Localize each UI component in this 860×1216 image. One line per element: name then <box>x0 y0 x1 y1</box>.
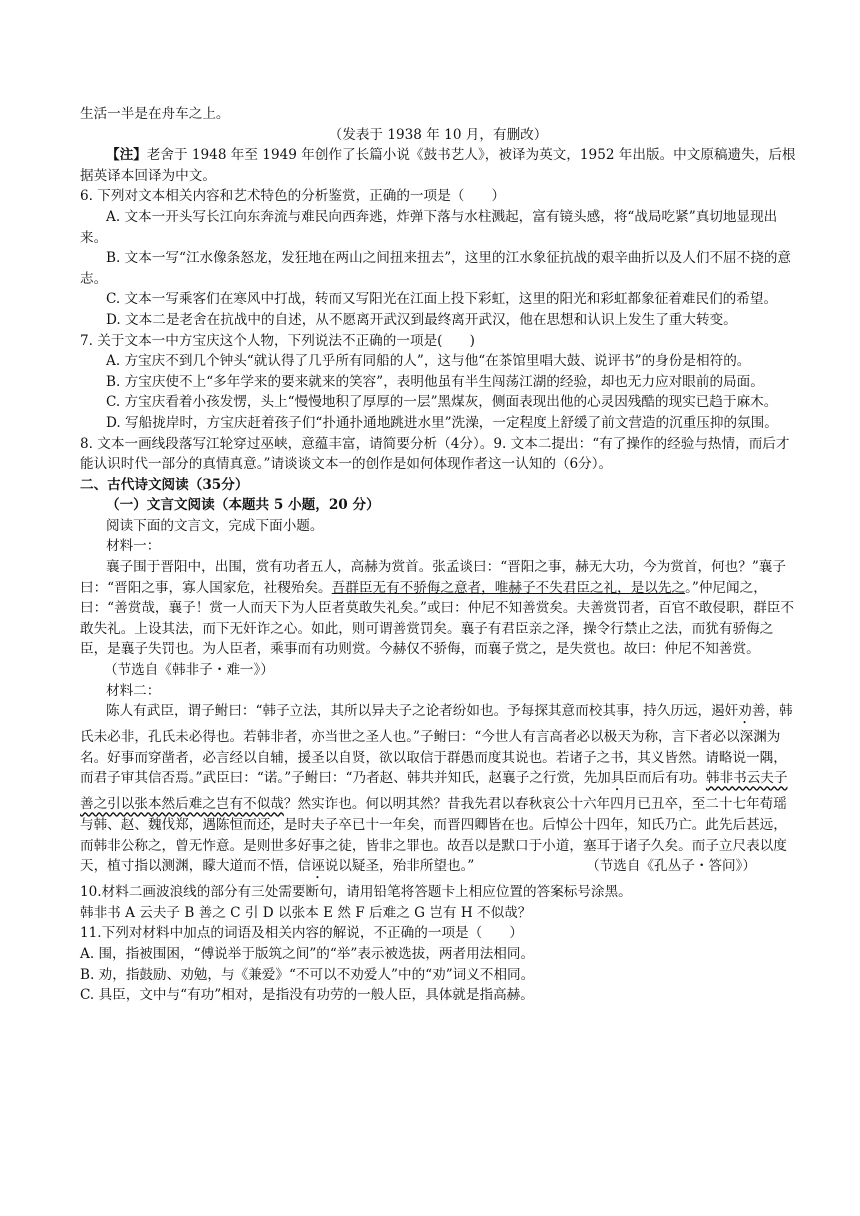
m1-text-part: 。”仲尼闻之，曰：“善赏哉，襄子！赏一人而天下为人臣者莫敢失礼矣。”或曰：仲尼不知善赏矣。夫善赏罚者，百官不敢侵职，群臣不敢失礼。上设其法，而下无奸诈之心。如此，则可谓善赏罚矣。襄子有君臣亲之泽，操令行禁止之法，而犹有骄侮之臣，是襄子失罚也。为人臣者，乘事而有功则赏。今赫仅不骄侮，而襄子赏之，是失赏也。故曰：仲尼不知善赏。 <box>80 579 794 658</box>
q7-option-a: A. 方宝庆不到几个钟头“就认得了几乎所有同船的人”，这与他“在茶馆里唱大鼓、说评书”的身份是相符的。 <box>106 353 751 370</box>
m2-text-part: 陈人有武臣，谓子鲋曰：“韩子立法，其所以异夫子之论者纷如也。予每探其意而校其事，持久历远，遏奸 <box>106 703 739 720</box>
m2-wavy-underlined-sentence: 韩非书云夫子善之引以张本然后难之岂有不似哉 <box>80 770 788 813</box>
q6-option-b: B. 文本一写“江水像条怒龙，发狂地在两山之间扭来扭去”，这里的江水象征抗战的艰辛曲折以及人们不屈不挠的意志。 <box>80 250 792 287</box>
q6-option-c: C. 文本一写乘客们在寒风中打战，转而又写阳光在江面上投下彩虹，这里的阳光和彩虹都象征着难民们的希望。 <box>106 291 778 308</box>
dotted-word-wu: 诬 <box>311 858 325 875</box>
material-2-text <box>80 701 796 882</box>
publication-note: （发表于 1938 年 10 月，有删改） <box>328 126 548 143</box>
section-2-heading: 二、古代诗文阅读（35分） <box>80 476 249 493</box>
m2-text-part: 善，韩氏未必非，孔氏未必得也。若韩非者，亦当世之圣人也。”子鲋曰：“今世人有言高者必以极天为称，言下者必以深渊为名。好事而穿凿者，必言经以自辅，援圣以自贤，欲以取信于群愚而度其说也。若诸子之书，其义皆然。请略说一隅，而君子审其信否焉。”武臣曰：“诺。”子鲋曰：“乃者赵、韩共并知氏，赵襄子之行赏，先加 <box>80 703 793 787</box>
question-10-options: 韩非书 A 云夫子 B 善之 C 引 D 以张本 E 然 F 后难之 G 岂有 H 不似哉？ <box>80 904 532 921</box>
material-1-source: （节选自《韩非子・难一》） <box>104 662 274 679</box>
question-8-9: 8. 文本一画线段落写江轮穿过巫峡，意蕴丰富，请简要分析（4分）。9. 文本二提出：“有了操作的经验与热情，而后才能认识时代一部分的真情真意。”请谈谈文本一的创作是如何体现作者这一认知的（6分）。 <box>80 435 790 473</box>
m1-text-part: 襄子围于晋阳中，出围，赏有功者五人，高赫为赏首。张孟谈曰：“晋阳之事，赫无大功，今为赏首，何也？”襄子曰：“晋阳之事，寡人国家危，社稷殆矣。 <box>80 559 786 596</box>
material-1-text <box>80 557 796 681</box>
question-10-stem: 10.材料二画波浪线的部分有三处需要断句，请用铅笔将答题卡上相应位置的答案标号涂黑。 <box>80 884 632 901</box>
annotation-note <box>80 145 796 186</box>
q7-option-d: D. 写船拢岸时，方宝庆赶着孩子们“扑通扑通地跳进水里”洗澡，一定程度上舒缓了前文营造的沉重压抑的氛围。 <box>106 414 778 431</box>
question-7-stem: 7. 关于文本一中方宝庆这个人物，下列说法不正确的一项是( ) <box>80 332 475 349</box>
reading-instruction: 阅读下面的文言文，完成下面小题。 <box>106 517 324 534</box>
m2-text-part: 臣而后有功。 <box>624 770 706 787</box>
note-label: 【注】 <box>106 147 147 164</box>
question-6-stem: 6. 下列对文本相关内容和艺术特色的分析鉴赏，正确的一项是（ ） <box>80 188 506 205</box>
q6-option-d: D. 文本二是老舍在抗战中的自述，从不愿离开武汉到最终离开武汉，他在思想和认识上发生了重大转变。 <box>106 311 737 328</box>
dotted-word-quan: 劝 <box>738 703 752 720</box>
m2-text-part: 说以疑圣，殆非所望也。” <box>324 858 475 875</box>
q11-option-b: B. 劝，指鼓励、劝勉，与《兼爱》“不可以不劝爱人”中的“劝”词义不相同。 <box>80 966 535 983</box>
q7-option-c: C. 方宝庆看着小孩发愣，头上“慢慢地积了厚厚的一层”黑煤灰，侧面表现出他的心灵因残酷的现实已趋于麻木。 <box>106 394 778 411</box>
text-line: 生活一半是在舟车之上。 <box>80 106 230 122</box>
m2-text-part: ？然实诈也。何以明其然？昔我先君以春秋哀公十六年四月已丑卒，至二十七年荀瑶与韩、赵、魏伐郑，遇陈恒而还，是时夫子卒已十一年矣，而晋四卿皆在也。后悼公十四年，知氏乃亡。此先后甚远，而韩非公称之，曾无怍意。是则世多好事之徒，皆非之罪也。故吾以是默口于小道，塞耳于诸子久矣。而子立尺表以度天，植寸指以测渊，矇大道而不悟，信 <box>80 796 787 875</box>
material-1-label: 材料一： <box>106 538 161 555</box>
material-2-source: （节选自《孔丛子・答问》） <box>586 858 756 875</box>
q11-option-a: A. 围，指被围困，“傅说举于版筑之间”的“举”表示被选拔，两者用法相同。 <box>80 945 535 962</box>
m1-underlined-sentence: 吾群臣无有不骄侮之意者，唯赫子不失君臣之礼，是以先之 <box>331 579 686 596</box>
material-2-label: 材料二： <box>106 682 161 699</box>
q11-option-c: C. 具臣，文中与“有功”相对，是指没有功劳的一般人臣，具体就是指高赫。 <box>80 987 534 1004</box>
q6-option-a: A. 文本一开头写长江向东奔流与难民向西奔逃，炸弹下落与水柱溅起，富有镜头感，将“战局吃紧”真切地显现出来。 <box>80 208 778 246</box>
q7-option-b: B. 方宝庆使不上“多年学来的要来就来的笑容”，表明他虽有半生闯荡江湖的经验，却也无力应对眼前的局面。 <box>106 373 764 390</box>
question-11-stem: 11.下列对材料中加点的词语及相关内容的解说，不正确的一项是（ ） <box>80 925 524 942</box>
subsection-heading: （一）文言文阅读（本题共 5 小题，20 分） <box>106 497 380 514</box>
dotted-word-ju: 具 <box>610 770 625 787</box>
note-text: 老舍于 1948 年至 1949 年创作了长篇小说《鼓书艺人》，被译为英文，1952 年出版。中文原稿遗失，后根据英译本回译为中文。 <box>80 147 796 184</box>
